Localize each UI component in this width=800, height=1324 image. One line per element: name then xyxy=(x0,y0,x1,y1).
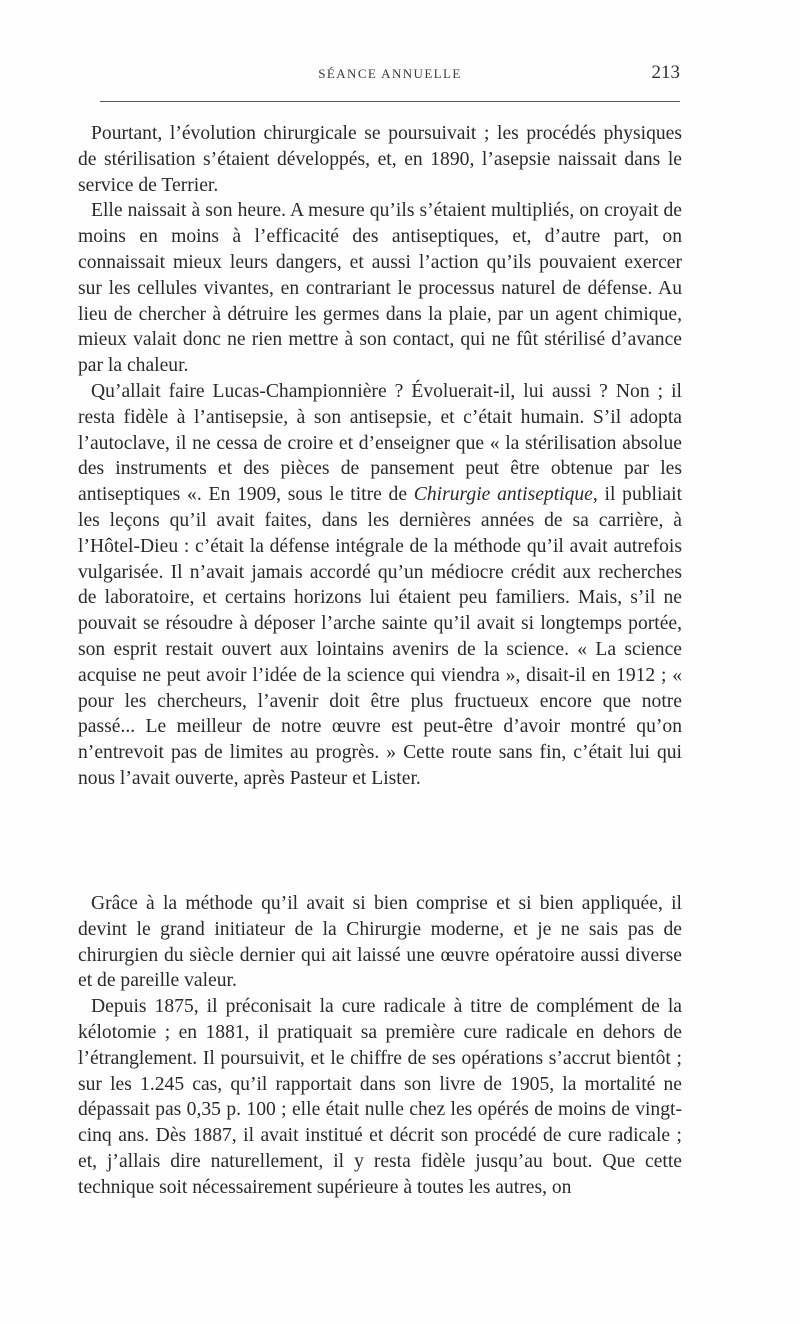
book-title: Chirurgie antiseptique xyxy=(413,484,593,506)
paragraph-text: Qu’allait faire Lucas-Championnière ? Évoluerait-il, lui aussi ? Non ; il resta fidèle à l’antisepsie, à son antisepsie, et c’était humain. S’il adopta l’autoclave, il ne cessa de croire et d’enseigner que « la stérilisation absolue des instruments et des pièces de pansement peut être obtenue par les antiseptiques «. En 1909, sous le titre de xyxy=(78,380,682,506)
text-section-2 xyxy=(78,891,682,1201)
paragraph-text: , il publiait les leçons qu’il avait faites, dans les dernières années de sa carrière, à l’Hôtel-Dieu : c’était la défense intégrale de la méthode qu’il avait autrefois vulgarisée. Il n’avait jamais accordé qu’un médiocre crédit aux recherches de laboratoire, et certains horizons lui étaient peu familiers. Mais, s’il ne pouvait se résoudre à déposer l’arche sainte qu’il avait si longtemps portée, son esprit restait ouvert aux lointains avenirs de la science. « La science acquise ne peut avoir l’idée de la science qui viendra », disait-il en 1912 ; « pour les chercheurs, l’avenir doit être plus fructueux encore que notre passé... Le meilleur de notre œuvre est peut-être d’avoir montré qu’on n’entrevoit pas de limites au progrès. » Cette route sans fin, c’était lui qui nous l’avait ouverte, après Pasteur et Lister. xyxy=(78,484,683,789)
paragraph: Depuis 1875, il préconisait la cure radicale à titre de complément de la kélotomie ; en 1881, il pratiquait sa première cure radicale en dehors de l’étranglement. Il poursuivit, et le chiffre de ses opérations s’accrut bientôt ; sur les 1.245 cas, qu’il rapportait dans son livre de 1905, la mortalité ne dépassait pas 0,35 p. 100 ; elle était nulle chez les opérés de moins de vingt-cinq ans. Dès 1887, il avait institué et décrit son procédé de cure radicale ; et, j’allais dire naturellement, il y resta fidèle jusqu’au bout. Que cette technique soit nécessairement supérieure à toutes les autres, on xyxy=(78,996,682,1198)
header-rule xyxy=(100,101,680,102)
paragraph: Elle naissait à son heure. A mesure qu’ils s’étaient multipliés, on croyait de moins en moins à l’efficacité des antiseptiques, et, d’autre part, on connaissait mieux leurs dangers, et aussi l’action qu’ils pouvaient exercer sur les cellules vivantes, en contrariant le processus naturel de défense. Au lieu de chercher à détruire les germes dans la plaie, par un agent chimique, mieux valait donc ne rien mettre à son contact, qui ne fût stérilisé d’avance par la chaleur. xyxy=(78,200,682,377)
running-title: SÉANCE ANNUELLE xyxy=(318,66,462,81)
paragraph: Grâce à la méthode qu’il avait si bien comprise et si bien appliquée, il devint le grand initiateur de la Chirurgie moderne, et je ne sais pas de chirurgien du siècle dernier qui ait laissé une œuvre opératoire aussi diverse et de pareille valeur. xyxy=(78,893,682,992)
text-section-1 xyxy=(78,121,682,792)
paragraph: Pourtant, l’évolution chirurgicale se poursuivait ; les procédés physiques de stérilisation s’étaient développés, et, en 1890, l’asepsie naissait dans le service de Terrier. xyxy=(78,123,682,196)
running-head xyxy=(100,62,680,86)
page-number: 213 xyxy=(651,62,680,83)
paragraph xyxy=(78,379,682,792)
